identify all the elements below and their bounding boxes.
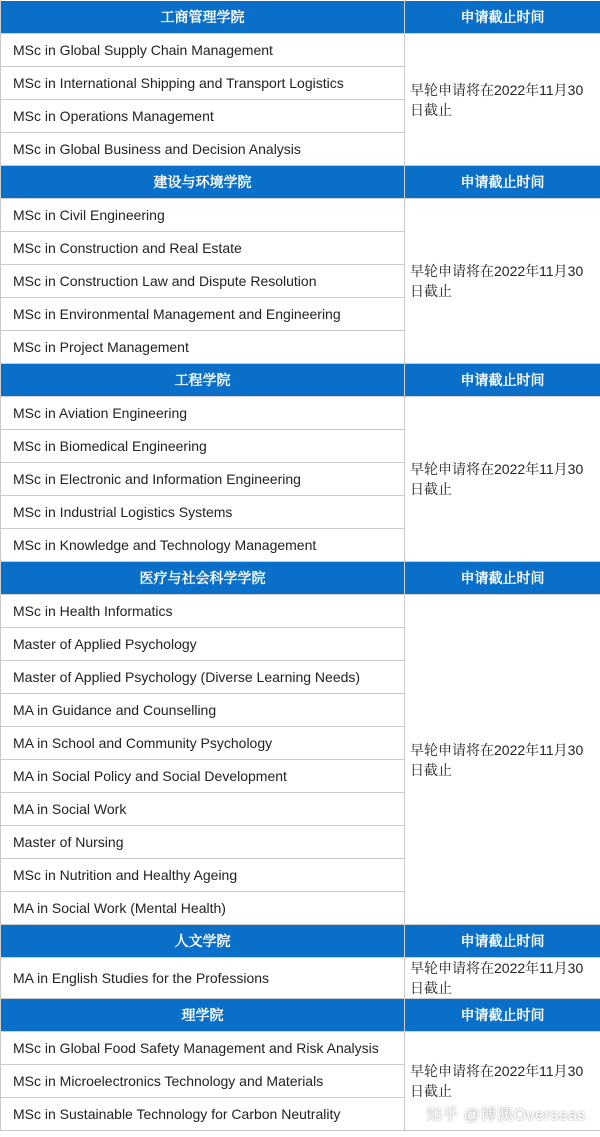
program-name: MA in Guidance and Counselling <box>1 694 405 727</box>
table-row <box>1 595 600 628</box>
program-name: MA in Social Work <box>1 793 405 826</box>
deadline-column-header: 申请截止时间 <box>405 562 600 595</box>
program-name: MA in School and Community Psychology <box>1 727 405 760</box>
section-title: 理学院 <box>1 999 405 1032</box>
deadline-column-header: 申请截止时间 <box>405 1 600 34</box>
program-name: MSc in International Shipping and Transport Logistics <box>1 67 405 100</box>
program-name: MSc in Nutrition and Healthy Ageing <box>1 859 405 892</box>
section-title: 工商管理学院 <box>1 1 405 34</box>
deadline-column-header: 申请截止时间 <box>405 999 600 1032</box>
deadline-cell: 早轮申请将在2022年11月30日截止 <box>405 397 600 562</box>
deadline-cell: 早轮申请将在2022年11月30日截止 <box>405 958 600 999</box>
section-header-row <box>1 925 600 958</box>
program-name: MSc in Electronic and Information Engineering <box>1 463 405 496</box>
program-name: MA in English Studies for the Professions <box>1 958 405 999</box>
section-title: 人文学院 <box>1 925 405 958</box>
watermark: 知乎 @博澳Overseas <box>425 1107 586 1124</box>
deadline-cell: 早轮申请将在2022年11月30日截止 <box>405 1032 600 1131</box>
section-header-row <box>1 562 600 595</box>
program-name: MSc in Global Food Safety Management and Risk Analysis <box>1 1032 405 1065</box>
deadline-cell: 早轮申请将在2022年11月30日截止 <box>405 34 600 166</box>
program-name: MSc in Health Informatics <box>1 595 405 628</box>
program-name: MSc in Global Business and Decision Analysis <box>1 133 405 166</box>
section-header-row <box>1 1 600 34</box>
program-name: MSc in Global Supply Chain Management <box>1 34 405 67</box>
table-row <box>1 34 600 67</box>
program-name: MSc in Construction Law and Dispute Resolution <box>1 265 405 298</box>
program-name: MSc in Sustainable Technology for Carbon Neutrality <box>1 1098 405 1131</box>
program-name: Master of Applied Psychology <box>1 628 405 661</box>
program-name: MA in Social Work (Mental Health) <box>1 892 405 925</box>
program-name: MSc in Industrial Logistics Systems <box>1 496 405 529</box>
program-name: MSc in Knowledge and Technology Management <box>1 529 405 562</box>
program-name: MSc in Aviation Engineering <box>1 397 405 430</box>
program-name: MA in Social Policy and Social Development <box>1 760 405 793</box>
program-name: MSc in Biomedical Engineering <box>1 430 405 463</box>
program-name: Master of Nursing <box>1 826 405 859</box>
program-name: MSc in Environmental Management and Engineering <box>1 298 405 331</box>
section-header-row <box>1 364 600 397</box>
program-name: MSc in Microelectronics Technology and Materials <box>1 1065 405 1098</box>
section-title: 建设与环境学院 <box>1 166 405 199</box>
table-row <box>1 958 600 999</box>
program-name: MSc in Project Management <box>1 331 405 364</box>
table-row <box>1 199 600 232</box>
deadline-column-header: 申请截止时间 <box>405 925 600 958</box>
table-row <box>1 397 600 430</box>
section-header-row <box>1 999 600 1032</box>
programs-table-body <box>1 1 600 1131</box>
section-header-row <box>1 166 600 199</box>
program-name: MSc in Operations Management <box>1 100 405 133</box>
deadline-column-header: 申请截止时间 <box>405 364 600 397</box>
section-title: 工程学院 <box>1 364 405 397</box>
deadline-column-header: 申请截止时间 <box>405 166 600 199</box>
program-name: MSc in Construction and Real Estate <box>1 232 405 265</box>
deadline-cell: 早轮申请将在2022年11月30日截止 <box>405 199 600 364</box>
table-row <box>1 1032 600 1065</box>
program-name: MSc in Civil Engineering <box>1 199 405 232</box>
program-name: Master of Applied Psychology (Diverse Learning Needs) <box>1 661 405 694</box>
section-title: 医疗与社会科学学院 <box>1 562 405 595</box>
deadline-cell: 早轮申请将在2022年11月30日截止 <box>405 595 600 925</box>
